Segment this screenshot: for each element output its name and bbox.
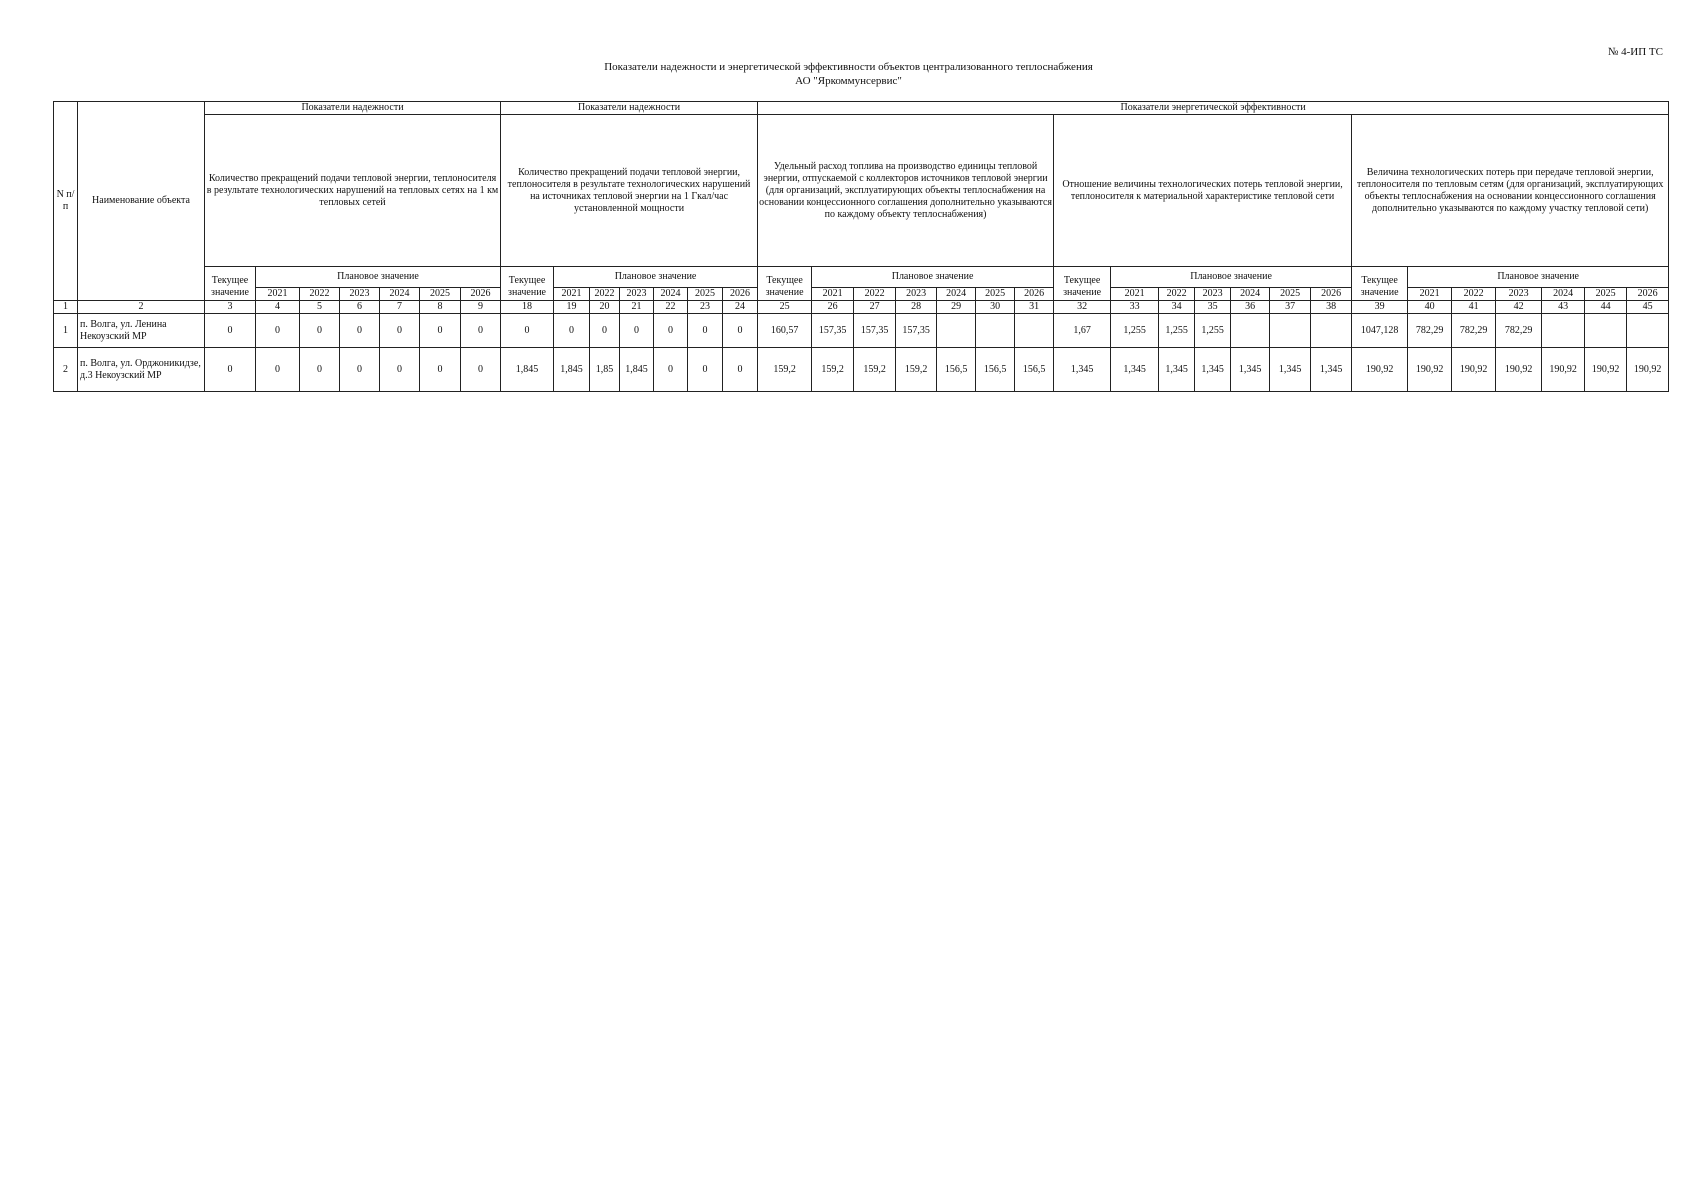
plan-value-header: Плановое значение — [256, 267, 501, 288]
column-number: 30 — [976, 301, 1015, 314]
column-number: 26 — [812, 301, 854, 314]
value-cell: 0 — [688, 348, 723, 392]
year-header: 2022 — [1159, 288, 1195, 301]
column-number: 36 — [1231, 301, 1270, 314]
object-name: п. Волга, ул. Орджоникидзе, д.3 Некоузский МР — [78, 348, 205, 392]
year-header: 2024 — [380, 288, 420, 301]
year-header: 2021 — [1111, 288, 1159, 301]
desc-network-outages: Количество прекращений подачи тепловой энергии, теплоносителя в результате технологических нарушений на тепловых сетях на 1 км тепловых сетей — [205, 115, 501, 267]
value-cell: 1,345 — [1159, 348, 1195, 392]
desc-loss-ratio: Отношение величины технологических потерь тепловой энергии, теплоносителя к материальной характеристике тепловой сети — [1054, 115, 1352, 267]
year-header: 2025 — [1585, 288, 1627, 301]
value-cell: 1,85 — [590, 348, 620, 392]
value-cell: 0 — [554, 314, 590, 348]
year-header: 2026 — [1627, 288, 1669, 301]
row-number: 1 — [54, 314, 78, 348]
value-cell: 159,2 — [758, 348, 812, 392]
value-cell — [1015, 314, 1054, 348]
column-number: 8 — [420, 301, 461, 314]
value-cell: 190,92 — [1585, 348, 1627, 392]
column-number: 29 — [937, 301, 976, 314]
value-cell: 190,92 — [1352, 348, 1408, 392]
column-number: 43 — [1542, 301, 1585, 314]
current-value-header: Текущее значение — [501, 267, 554, 301]
column-number: 45 — [1627, 301, 1669, 314]
group-header-reliability-1: Показатели надежности — [205, 102, 501, 115]
year-header: 2025 — [420, 288, 461, 301]
value-cell: 190,92 — [1627, 348, 1669, 392]
plan-value-header: Плановое значение — [1111, 267, 1352, 288]
current-value-header: Текущее значение — [1352, 267, 1408, 301]
value-cell: 1,345 — [1270, 348, 1311, 392]
value-cell: 782,29 — [1408, 314, 1452, 348]
column-number: 1 — [54, 301, 78, 314]
column-number: 19 — [554, 301, 590, 314]
year-header: 2023 — [896, 288, 937, 301]
year-header: 2022 — [300, 288, 340, 301]
year-header: 2023 — [340, 288, 380, 301]
value-cell — [1542, 314, 1585, 348]
table-row — [54, 348, 1669, 392]
year-header: 2026 — [461, 288, 501, 301]
year-header: 2023 — [620, 288, 654, 301]
table-row — [54, 314, 1669, 348]
document-title — [0, 60, 1697, 88]
value-cell — [1585, 314, 1627, 348]
column-number: 23 — [688, 301, 723, 314]
value-cell: 1,345 — [1195, 348, 1231, 392]
year-header: 2025 — [1270, 288, 1311, 301]
value-cell: 190,92 — [1452, 348, 1496, 392]
value-cell: 0 — [461, 314, 501, 348]
desc-fuel-consumption: Удельный расход топлива на производство единицы тепловой энергии, отпускаемой с коллекторов источников тепловой энергии (для организаций, эксплуатирующих объекты теплоснабжения на основании концессионного соглашения дополнительно указываются по каждому объекту теплоснабжения) — [758, 115, 1054, 267]
value-cell: 1,845 — [554, 348, 590, 392]
column-number: 2 — [78, 301, 205, 314]
value-cell: 1,255 — [1159, 314, 1195, 348]
value-cell: 0 — [300, 348, 340, 392]
value-cell: 782,29 — [1496, 314, 1542, 348]
column-number: 44 — [1585, 301, 1627, 314]
year-header: 2024 — [654, 288, 688, 301]
column-number: 38 — [1311, 301, 1352, 314]
year-header: 2026 — [1015, 288, 1054, 301]
column-number: 22 — [654, 301, 688, 314]
value-cell: 190,92 — [1542, 348, 1585, 392]
value-cell: 782,29 — [1452, 314, 1496, 348]
column-number: 7 — [380, 301, 420, 314]
year-header: 2021 — [1408, 288, 1452, 301]
year-header: 2021 — [812, 288, 854, 301]
value-cell: 0 — [688, 314, 723, 348]
value-cell: 0 — [420, 314, 461, 348]
value-cell: 156,5 — [937, 348, 976, 392]
column-number: 21 — [620, 301, 654, 314]
value-cell: 157,35 — [812, 314, 854, 348]
group-header-reliability-2: Показатели надежности — [501, 102, 758, 115]
plan-value-header: Плановое значение — [554, 267, 758, 288]
column-number: 4 — [256, 301, 300, 314]
column-number: 24 — [723, 301, 758, 314]
value-cell: 159,2 — [854, 348, 896, 392]
current-value-header: Текущее значение — [1054, 267, 1111, 301]
column-number: 41 — [1452, 301, 1496, 314]
value-cell: 190,92 — [1408, 348, 1452, 392]
column-number: 5 — [300, 301, 340, 314]
desc-transmission-losses: Величина технологических потерь при передаче тепловой энергии, теплоносителя по тепловым сетям (для организаций, эксплуатирующих объекты теплоснабжения на основании концессионного соглашения дополнительно указываются по каждому участку тепловой сети) — [1352, 115, 1669, 267]
plan-value-header: Плановое значение — [812, 267, 1054, 288]
current-value-header: Текущее значение — [758, 267, 812, 301]
value-cell: 0 — [723, 314, 758, 348]
column-number: 6 — [340, 301, 380, 314]
value-cell: 0 — [461, 348, 501, 392]
year-header: 2022 — [1452, 288, 1496, 301]
value-cell: 0 — [256, 314, 300, 348]
column-number: 42 — [1496, 301, 1542, 314]
column-number: 31 — [1015, 301, 1054, 314]
value-cell: 1,845 — [620, 348, 654, 392]
value-cell: 160,57 — [758, 314, 812, 348]
plan-value-header: Плановое значение — [1408, 267, 1669, 288]
column-number: 39 — [1352, 301, 1408, 314]
value-cell — [1231, 314, 1270, 348]
column-number: 40 — [1408, 301, 1452, 314]
value-cell: 1,345 — [1231, 348, 1270, 392]
column-number: 18 — [501, 301, 554, 314]
value-cell: 159,2 — [812, 348, 854, 392]
value-cell: 1,845 — [501, 348, 554, 392]
current-value-header: Текущее значение — [205, 267, 256, 301]
column-number: 35 — [1195, 301, 1231, 314]
value-cell: 156,5 — [1015, 348, 1054, 392]
np-header: N п/п — [54, 102, 78, 301]
year-header: 2022 — [854, 288, 896, 301]
object-name: п. Волга, ул. Ленина Некоузский МР — [78, 314, 205, 348]
year-header: 2022 — [590, 288, 620, 301]
value-cell: 157,35 — [854, 314, 896, 348]
value-cell: 0 — [340, 348, 380, 392]
value-cell: 0 — [590, 314, 620, 348]
year-header: 2025 — [688, 288, 723, 301]
year-header: 2024 — [937, 288, 976, 301]
value-cell: 190,92 — [1496, 348, 1542, 392]
value-cell: 0 — [380, 348, 420, 392]
indicators-table — [53, 101, 1669, 392]
value-cell: 0 — [300, 314, 340, 348]
value-cell: 1,345 — [1111, 348, 1159, 392]
row-number: 2 — [54, 348, 78, 392]
value-cell: 0 — [723, 348, 758, 392]
column-number: 27 — [854, 301, 896, 314]
object-name-header: Наименование объекта — [78, 102, 205, 301]
title-line-2: АО "Яркоммунсервис" — [795, 75, 902, 87]
form-number: № 4-ИП ТС — [1607, 46, 1663, 58]
value-cell: 0 — [620, 314, 654, 348]
desc-source-outages: Количество прекращений подачи тепловой энергии, теплоносителя в результате технологических нарушений на источниках тепловой энергии на 1 Гкал/час установленной мощности — [501, 115, 758, 267]
value-cell: 1,255 — [1111, 314, 1159, 348]
year-header: 2021 — [554, 288, 590, 301]
year-header: 2023 — [1195, 288, 1231, 301]
value-cell: 157,35 — [896, 314, 937, 348]
value-cell: 0 — [420, 348, 461, 392]
value-cell: 0 — [654, 348, 688, 392]
value-cell: 1,345 — [1054, 348, 1111, 392]
column-number-row — [54, 301, 1669, 314]
column-number: 3 — [205, 301, 256, 314]
value-cell: 1047,128 — [1352, 314, 1408, 348]
year-header: 2026 — [1311, 288, 1352, 301]
value-cell: 156,5 — [976, 348, 1015, 392]
value-cell: 0 — [256, 348, 300, 392]
column-number: 25 — [758, 301, 812, 314]
value-cell: 1,345 — [1311, 348, 1352, 392]
column-number: 33 — [1111, 301, 1159, 314]
year-header: 2025 — [976, 288, 1015, 301]
value-cell: 0 — [501, 314, 554, 348]
column-number: 28 — [896, 301, 937, 314]
year-header: 2021 — [256, 288, 300, 301]
year-header: 2023 — [1496, 288, 1542, 301]
column-number: 37 — [1270, 301, 1311, 314]
year-header: 2024 — [1231, 288, 1270, 301]
value-cell: 1,255 — [1195, 314, 1231, 348]
value-cell — [1627, 314, 1669, 348]
value-cell: 0 — [340, 314, 380, 348]
value-cell: 0 — [205, 348, 256, 392]
value-cell — [1311, 314, 1352, 348]
value-cell: 0 — [205, 314, 256, 348]
year-header: 2026 — [723, 288, 758, 301]
column-number: 20 — [590, 301, 620, 314]
value-cell: 1,67 — [1054, 314, 1111, 348]
value-cell — [937, 314, 976, 348]
value-cell: 0 — [380, 314, 420, 348]
value-cell: 0 — [654, 314, 688, 348]
year-header: 2024 — [1542, 288, 1585, 301]
group-header-energy-efficiency: Показатели энергетической эффективности — [758, 102, 1669, 115]
value-cell: 159,2 — [896, 348, 937, 392]
column-number: 9 — [461, 301, 501, 314]
column-number: 34 — [1159, 301, 1195, 314]
value-cell — [976, 314, 1015, 348]
column-number: 32 — [1054, 301, 1111, 314]
title-line-1: Показатели надежности и энергетической эффективности объектов централизованного теплоснабжения — [604, 61, 1093, 73]
value-cell — [1270, 314, 1311, 348]
